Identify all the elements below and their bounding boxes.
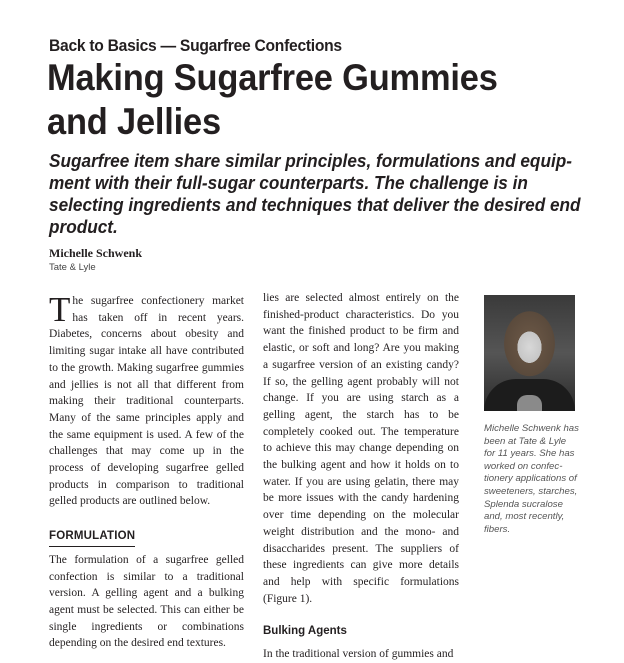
title-line-1: Making Sugarfree Gummies <box>47 57 498 98</box>
deck-line: ment with their full-sugar counterparts. The challenge is in <box>49 172 528 193</box>
deck-line: product. <box>49 216 118 237</box>
caption-line: sweeteners, starches, <box>484 485 578 497</box>
formulation-paragraph: The formulation of a sugarfree gelled confection is similar to a traditional version. A gelling agent and a bulking agent must be selected. This can either be single ingredients or combinations depending on the desired end textures. <box>49 553 244 650</box>
deck-line: Sugarfree item share similar principles, formulations and equip- <box>49 150 572 171</box>
page-title <box>47 56 498 144</box>
body-column-1 <box>49 290 244 652</box>
deck <box>49 150 581 238</box>
caption-line: and, most recently, <box>484 511 565 523</box>
caption-line: tionery applications of <box>484 473 577 485</box>
photo-shirt <box>517 395 542 411</box>
intro-text: he sugarfree confectionery market has taken off in recent years. Diabetes, concerns about obesity and limiting sugar intake all have contributed to the growth. Making sugarfree gummies and jellies is not all that different from making their traditional counterparts. Many of the same principles apply and the same equipment is used. A few of the challenges that may come up in the process of developing sugarfree gelled products in comparison to traditional gelled products are outlined below. <box>49 295 244 508</box>
subheading-bulking-agents: Bulking Agents <box>263 625 347 638</box>
continued-paragraph: In the traditional version of gummies and <box>263 648 454 661</box>
author-affiliation: Tate & Lyle <box>49 262 96 273</box>
body-column-2 <box>263 290 459 663</box>
author-name: Michelle Schwenk <box>49 246 142 260</box>
caption-line: been at Tate & Lyle <box>484 435 567 447</box>
deck-line: selecting ingredients and techniques that deliver the desired end <box>49 194 581 215</box>
body-paragraph: lies are selected almost entirely on the finished-product characteristics. Do you want the finished product to be firm and elastic, or soft and long? Are you making a sugarfree version of an existing candy? If so, the gelling agent probably will not change. If you are using starch as a gelling agent, the starch has to be completely cooked out. The temperature to achieve this may change depending on the bulking agent and how it holds on to water. If you are using gelatin, there may be more issues with the candy hardening over time depending on the molecular weight distribution and the mono- and disaccharides present. The suppliers of these ingredients can give more details and help with specific formulations (Figure 1). <box>263 292 459 605</box>
author-bio-caption <box>484 423 604 536</box>
dropcap: T <box>49 290 71 329</box>
caption-line: worked on confec- <box>484 460 563 472</box>
title-line-2: and Jellies <box>47 101 221 142</box>
intro-paragraph <box>49 290 244 510</box>
caption-line: fibers. <box>484 523 511 535</box>
caption-line: Michelle Schwenk has <box>484 423 579 434</box>
kicker: Back to Basics — Sugarfree Confections <box>49 36 342 55</box>
section-heading-formulation: FORMULATION <box>49 528 135 547</box>
caption-line: Splenda sucralose <box>484 498 563 510</box>
caption-line: for 11 years. She has <box>484 448 575 460</box>
author-photo <box>484 295 575 411</box>
